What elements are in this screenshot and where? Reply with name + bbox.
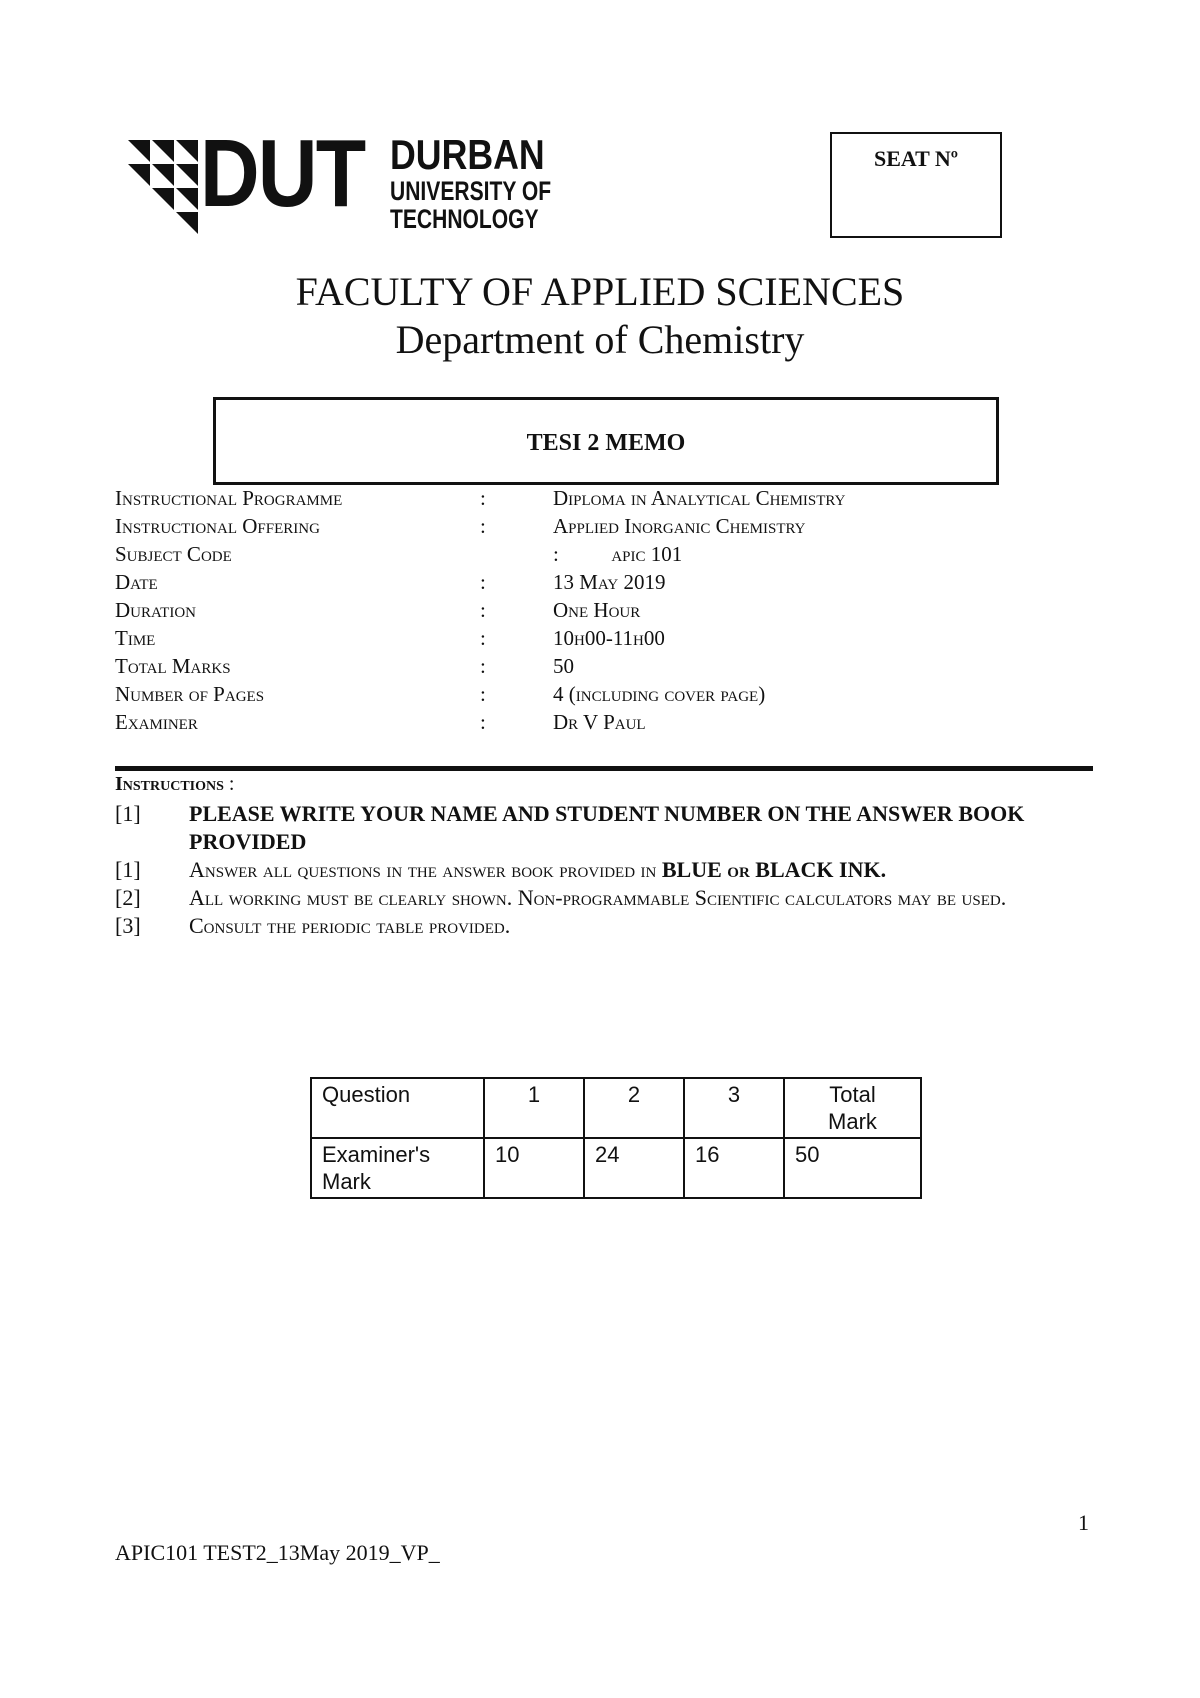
instruction-item	[115, 800, 1105, 856]
memo-title-box	[213, 397, 999, 485]
info-colon: :	[480, 710, 486, 734]
instruction-number: [1]	[115, 857, 141, 882]
instruction-item	[115, 884, 1105, 912]
seat-number-label: SEAT Nº	[873, 146, 959, 171]
info-value: 4 (including cover page)	[553, 682, 766, 706]
instructions-heading-text: Instructions	[115, 773, 224, 795]
info-colon: :	[480, 654, 486, 678]
info-colon: :	[480, 486, 486, 510]
department-title: Department of Chemistry	[395, 317, 805, 362]
logo-line-1: DURBAN	[390, 131, 545, 178]
info-label: Examiner	[115, 710, 198, 734]
table-row	[311, 1138, 921, 1198]
info-label: Time	[115, 626, 156, 650]
table-header-cell: 2	[584, 1078, 684, 1138]
table-header-cell: 1	[484, 1078, 584, 1138]
instructions-heading-colon: :	[223, 773, 235, 795]
info-value: 50	[553, 654, 574, 678]
info-row-time	[115, 626, 1095, 654]
instruction-number: [1]	[115, 801, 141, 826]
table-cell: 10	[484, 1138, 584, 1198]
info-colon: :	[480, 598, 486, 622]
table-cell: 16	[684, 1138, 784, 1198]
info-value: 10h00-11h00	[553, 626, 665, 650]
table-header-cell: Question	[311, 1078, 484, 1138]
info-row-total-marks	[115, 654, 1095, 682]
instruction-text-emphasis: BLUE or BLACK INK.	[661, 857, 887, 882]
logo-university-name	[390, 131, 597, 234]
info-value: : apic 101	[553, 542, 683, 566]
footer-text: APIC101 TEST2_13May 2019_VP_	[115, 1540, 440, 1565]
table-header-cell: 3	[684, 1078, 784, 1138]
info-value: Applied Inorganic Chemistry	[553, 514, 806, 538]
table-header-cell: Total Mark	[784, 1078, 921, 1138]
instructions-heading	[115, 773, 234, 796]
table-header-row	[311, 1078, 921, 1138]
info-value: One Hour	[553, 598, 641, 622]
info-row-examiner	[115, 710, 1095, 738]
instruction-text: Answer all questions in the answer book provided in	[189, 857, 662, 882]
info-label: Instructional Programme	[115, 486, 343, 510]
memo-title: TESI 2 MEMO	[526, 430, 686, 456]
info-label: Instructional Offering	[115, 514, 320, 538]
info-label: Duration	[115, 598, 196, 622]
instruction-text: Consult the periodic table provided.	[189, 913, 511, 938]
table-cell: 24	[584, 1138, 684, 1198]
seat-number-box	[830, 132, 1002, 238]
info-value: Dr V Paul	[553, 710, 646, 734]
logo-line-3: TECHNOLOGY	[390, 204, 539, 234]
info-colon: :	[480, 514, 486, 538]
logo-line-2: UNIVERSITY OF	[390, 176, 552, 206]
info-row-subject-code	[115, 542, 1095, 570]
info-label: Date	[115, 570, 158, 594]
instruction-number: [2]	[115, 885, 141, 910]
info-colon: :	[480, 682, 486, 706]
instruction-number: [3]	[115, 913, 141, 938]
faculty-title: FACULTY OF APPLIED SCIENCES	[295, 269, 905, 314]
marks-table	[310, 1077, 922, 1199]
instruction-item	[115, 912, 1105, 940]
table-cell: 50	[784, 1138, 921, 1198]
instruction-text: All working must be clearly shown. Non-programmable Scientific calculators may be used.	[189, 885, 1007, 910]
info-colon: :	[480, 570, 486, 594]
instruction-item	[115, 856, 1105, 884]
instruction-text: PLEASE WRITE YOUR NAME AND STUDENT NUMBER ON THE ANSWER BOOK PROVIDED	[189, 801, 1025, 854]
info-label: Total Marks	[115, 654, 231, 678]
info-row-pages	[115, 682, 1095, 710]
info-label: Subject Code	[115, 542, 232, 566]
info-value: Diploma in Analytical Chemistry	[553, 486, 846, 510]
info-row-programme	[115, 486, 1095, 514]
info-label: Number of Pages	[115, 682, 265, 706]
info-row-offering	[115, 514, 1095, 542]
logo-wordmark: DUT	[200, 120, 365, 227]
exam-info	[115, 486, 1095, 738]
info-row-duration	[115, 598, 1095, 626]
info-colon: :	[480, 626, 486, 650]
page-number: 1	[1078, 1510, 1089, 1535]
info-row-date	[115, 570, 1095, 598]
instructions-list	[115, 800, 1105, 940]
section-divider	[115, 766, 1093, 771]
info-value: 13 May 2019	[553, 570, 666, 594]
table-cell: Examiner's Mark	[311, 1138, 484, 1198]
